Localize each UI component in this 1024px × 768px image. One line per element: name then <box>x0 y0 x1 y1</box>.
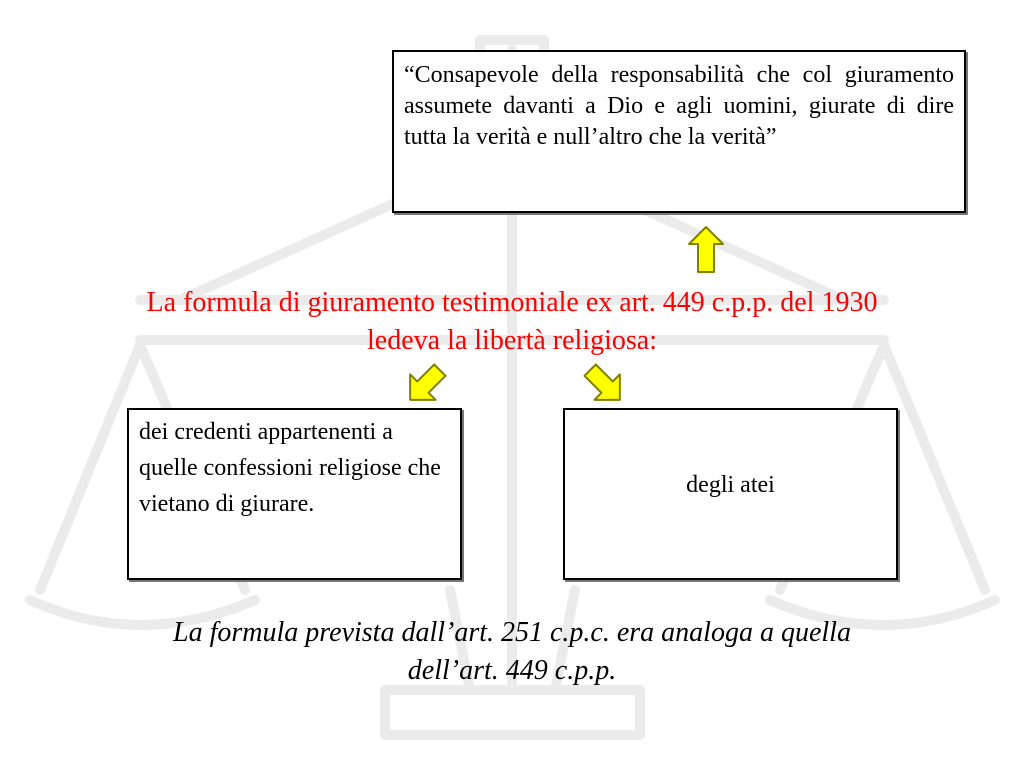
arrow-down-right-icon <box>580 360 630 410</box>
atheists-text: degli atei <box>686 472 775 498</box>
atheists-box <box>563 408 898 580</box>
footer-line-2: dell’art. 449 c.p.p. <box>407 655 617 686</box>
footer-note <box>40 614 984 690</box>
arrow-up-icon <box>686 224 726 276</box>
heading-line-2: ledeva la libertà religiosa: <box>367 325 657 356</box>
oath-quote-text: “Consapevole della responsabilità che col giuramento assumete davanti a Dio e agli uomini, giurate di dire tutta la verità e null’altro che la verità” <box>404 62 954 150</box>
believers-box <box>127 408 462 580</box>
believers-text: dei credenti appartenenti a quelle confessioni religiose che vietano di giurare. <box>139 419 441 517</box>
heading <box>40 284 984 360</box>
arrow-down-left-icon <box>400 360 450 410</box>
heading-line-1: La formula di giuramento testimoniale ex art. 449 c.p.p. del 1930 <box>146 287 878 318</box>
footer-line-1: La formula prevista dall’art. 251 c.p.c. era analoga a quella <box>173 617 851 648</box>
oath-quote-box <box>392 50 966 213</box>
